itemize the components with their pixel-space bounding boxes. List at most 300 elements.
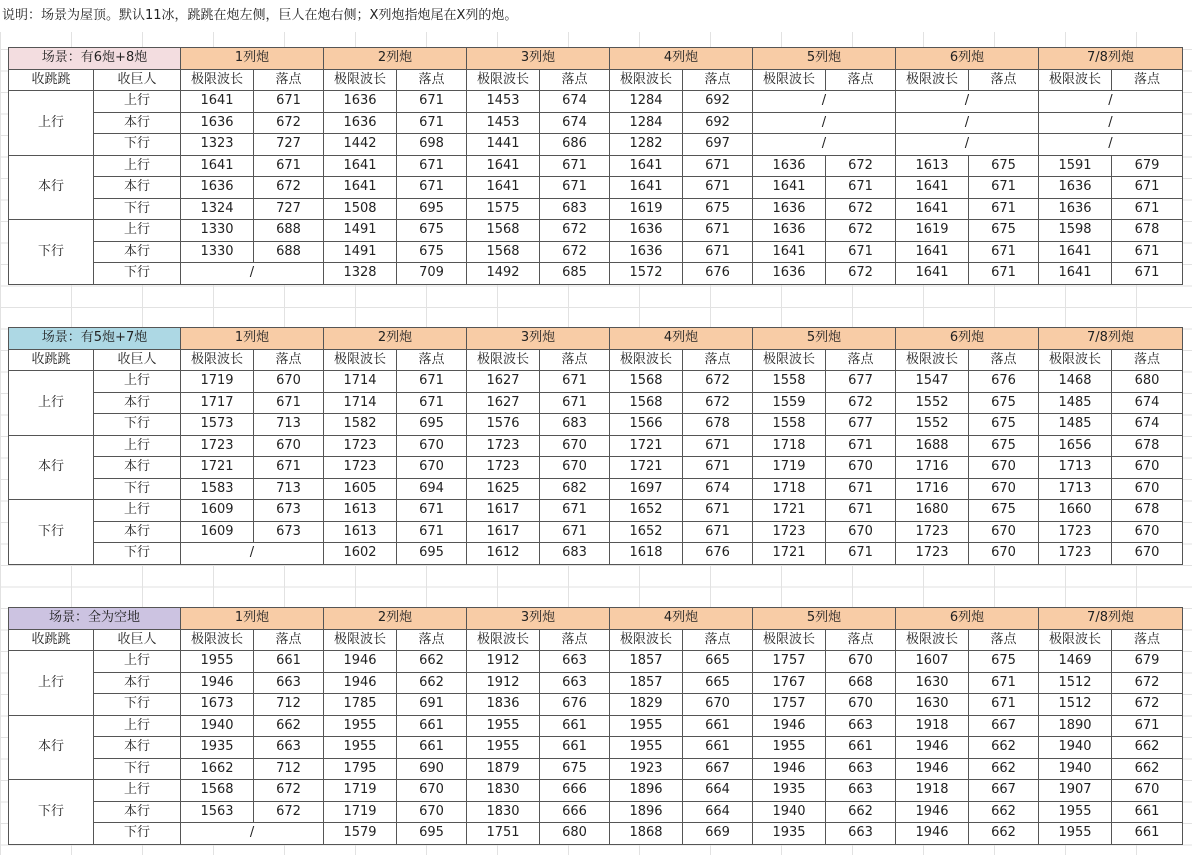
wave-length-cell[interactable]: 1721 [610,435,683,457]
wave-length-cell[interactable]: 1946 [324,651,397,673]
landing-cell[interactable]: 663 [254,737,324,759]
giant-row-label-cell[interactable]: 上行 [94,500,181,522]
landing-cell[interactable]: 670 [969,457,1039,479]
landing-cell[interactable]: 671 [540,177,610,199]
landing-cell[interactable]: 662 [826,801,896,823]
wave-length-cell[interactable]: 1559 [753,392,826,414]
landing-cell[interactable]: 661 [826,737,896,759]
wave-length-cell[interactable]: 1955 [1039,823,1112,845]
landing-cell[interactable]: 670 [397,780,467,802]
wave-length-cell[interactable]: 1714 [324,371,397,393]
landing-cell[interactable]: 675 [683,198,753,220]
landing-cell[interactable]: 670 [1112,457,1183,479]
wave-length-cell[interactable]: 1627 [467,371,540,393]
giant-row-label-cell[interactable]: 本行 [94,392,181,414]
landing-cell[interactable]: 671 [254,457,324,479]
wave-length-cell[interactable]: 1568 [467,241,540,263]
landing-cell[interactable]: 672 [826,198,896,220]
wave-length-cell[interactable]: 1641 [467,155,540,177]
landing-cell[interactable]: 683 [540,414,610,436]
wave-length-cell[interactable]: 1717 [181,392,254,414]
landing-header-cell[interactable]: 落点 [1112,69,1183,91]
landing-cell[interactable]: 670 [1112,521,1183,543]
wave-length-cell[interactable]: 1552 [896,414,969,436]
wave-length-cell[interactable]: 1935 [753,780,826,802]
wave-length-cell[interactable]: 1636 [324,112,397,134]
wave-length-header-cell[interactable]: 极限波长 [1039,629,1112,651]
landing-cell[interactable]: 712 [254,694,324,716]
landing-cell[interactable]: 698 [397,134,467,156]
jump-zombie-header-cell[interactable]: 收跳跳 [9,629,94,651]
landing-cell[interactable]: 661 [254,651,324,673]
landing-cell[interactable]: 678 [1112,435,1183,457]
landing-cell[interactable]: 669 [683,823,753,845]
landing-header-cell[interactable]: 落点 [1112,629,1183,651]
wave-length-cell[interactable]: 1955 [467,715,540,737]
wave-length-cell[interactable]: 1330 [181,241,254,263]
landing-cell[interactable]: 671 [254,91,324,113]
giant-row-label-cell[interactable]: 上行 [94,220,181,242]
landing-header-cell[interactable]: 落点 [826,629,896,651]
wave-length-cell[interactable]: 1641 [896,177,969,199]
giant-row-label-cell[interactable]: 上行 [94,371,181,393]
landing-cell[interactable]: 671 [683,177,753,199]
wave-length-cell[interactable]: 1641 [181,155,254,177]
landing-cell[interactable]: 670 [1112,780,1183,802]
wave-length-header-cell[interactable]: 极限波长 [1039,349,1112,371]
jump-row-group-cell[interactable]: 本行 [9,435,94,500]
cannon-column-header[interactable]: 6列炮 [896,608,1039,630]
giant-row-label-cell[interactable]: 下行 [94,823,181,845]
wave-length-cell[interactable]: 1660 [1039,500,1112,522]
landing-cell[interactable]: 670 [969,521,1039,543]
landing-cell[interactable]: 688 [254,220,324,242]
landing-cell[interactable]: 671 [397,177,467,199]
not-applicable-cell[interactable]: / [1039,134,1183,156]
landing-cell[interactable]: 670 [397,435,467,457]
landing-cell[interactable]: 697 [683,134,753,156]
wave-length-cell[interactable]: 1940 [181,715,254,737]
landing-cell[interactable]: 661 [1112,823,1183,845]
landing-cell[interactable]: 713 [254,414,324,436]
cannon-column-header[interactable]: 3列炮 [467,608,610,630]
cannon-column-header[interactable]: 1列炮 [181,328,324,350]
wave-length-cell[interactable]: 1721 [753,543,826,565]
wave-length-cell[interactable]: 1641 [896,263,969,285]
landing-cell[interactable]: 672 [254,177,324,199]
cannon-column-header[interactable]: 2列炮 [324,48,467,70]
not-applicable-cell[interactable]: / [753,112,896,134]
landing-cell[interactable]: 670 [1112,543,1183,565]
wave-length-header-cell[interactable]: 极限波长 [896,349,969,371]
wave-length-cell[interactable]: 1641 [324,177,397,199]
wave-length-cell[interactable]: 1641 [610,177,683,199]
wave-length-cell[interactable]: 1284 [610,91,683,113]
wave-length-header-cell[interactable]: 极限波长 [324,349,397,371]
landing-cell[interactable]: 680 [540,823,610,845]
landing-cell[interactable]: 662 [969,801,1039,823]
wave-length-cell[interactable]: 1940 [1039,737,1112,759]
landing-cell[interactable]: 713 [254,478,324,500]
wave-length-cell[interactable]: 1579 [324,823,397,845]
landing-cell[interactable]: 674 [540,91,610,113]
giant-row-label-cell[interactable]: 下行 [94,263,181,285]
giant-row-label-cell[interactable]: 上行 [94,91,181,113]
wave-length-cell[interactable]: 1566 [610,414,683,436]
wave-length-cell[interactable]: 1673 [181,694,254,716]
wave-length-header-cell[interactable]: 极限波长 [610,629,683,651]
landing-cell[interactable]: 674 [1112,414,1183,436]
landing-cell[interactable]: 671 [683,241,753,263]
wave-length-cell[interactable]: 1719 [753,457,826,479]
wave-length-cell[interactable]: 1751 [467,823,540,845]
landing-cell[interactable]: 671 [683,220,753,242]
giant-row-label-cell[interactable]: 下行 [94,198,181,220]
landing-cell[interactable]: 662 [1112,758,1183,780]
landing-header-cell[interactable]: 落点 [683,69,753,91]
cannon-column-header[interactable]: 3列炮 [467,328,610,350]
landing-cell[interactable]: 671 [1112,177,1183,199]
landing-cell[interactable]: 692 [683,91,753,113]
landing-cell[interactable]: 670 [969,478,1039,500]
jump-row-group-cell[interactable]: 下行 [9,500,94,565]
wave-length-cell[interactable]: 1680 [896,500,969,522]
wave-length-cell[interactable]: 1613 [896,155,969,177]
wave-length-cell[interactable]: 1618 [610,543,683,565]
wave-length-cell[interactable]: 1323 [181,134,254,156]
landing-cell[interactable]: 671 [397,155,467,177]
wave-length-cell[interactable]: 1641 [753,241,826,263]
landing-cell[interactable]: 661 [397,715,467,737]
landing-cell[interactable]: 663 [540,672,610,694]
wave-length-cell[interactable]: 1572 [610,263,683,285]
landing-cell[interactable]: 671 [1112,715,1183,737]
giant-row-label-cell[interactable]: 下行 [94,543,181,565]
landing-cell[interactable]: 685 [540,263,610,285]
wave-length-header-cell[interactable]: 极限波长 [610,69,683,91]
landing-cell[interactable]: 694 [397,478,467,500]
wave-length-cell[interactable]: 1946 [896,823,969,845]
landing-cell[interactable]: 675 [540,758,610,780]
wave-length-cell[interactable]: 1558 [753,414,826,436]
wave-length-cell[interactable]: 1641 [610,155,683,177]
wave-length-cell[interactable]: 1641 [896,198,969,220]
wave-length-cell[interactable]: 1721 [610,457,683,479]
landing-cell[interactable]: 671 [826,500,896,522]
landing-cell[interactable]: 672 [826,220,896,242]
landing-cell[interactable]: 662 [1112,737,1183,759]
landing-cell[interactable]: 675 [969,500,1039,522]
wave-length-cell[interactable]: 1955 [324,737,397,759]
wave-length-cell[interactable]: 1946 [896,801,969,823]
landing-header-cell[interactable]: 落点 [969,69,1039,91]
giant-row-label-cell[interactable]: 本行 [94,801,181,823]
landing-cell[interactable]: 679 [1112,651,1183,673]
landing-cell[interactable]: 671 [826,478,896,500]
wave-length-cell[interactable]: 1912 [467,651,540,673]
wave-length-cell[interactable]: 1785 [324,694,397,716]
landing-cell[interactable]: 665 [683,651,753,673]
wave-length-cell[interactable]: 1918 [896,780,969,802]
wave-length-cell[interactable]: 1636 [753,220,826,242]
wave-length-cell[interactable]: 1946 [896,737,969,759]
wave-length-cell[interactable]: 1284 [610,112,683,134]
giant-header-cell[interactable]: 收巨人 [94,69,181,91]
landing-cell[interactable]: 663 [826,823,896,845]
wave-length-cell[interactable]: 1492 [467,263,540,285]
landing-cell[interactable]: 677 [826,414,896,436]
landing-cell[interactable]: 671 [540,521,610,543]
cannon-column-header[interactable]: 6列炮 [896,328,1039,350]
jump-row-group-cell[interactable]: 本行 [9,715,94,780]
landing-cell[interactable]: 671 [540,371,610,393]
cannon-column-header[interactable]: 1列炮 [181,608,324,630]
landing-cell[interactable]: 727 [254,198,324,220]
landing-cell[interactable]: 670 [540,435,610,457]
wave-length-cell[interactable]: 1723 [324,435,397,457]
wave-length-cell[interactable]: 1636 [753,198,826,220]
giant-row-label-cell[interactable]: 本行 [94,521,181,543]
landing-cell[interactable]: 667 [969,780,1039,802]
wave-length-cell[interactable]: 1714 [324,392,397,414]
landing-cell[interactable]: 661 [397,737,467,759]
wave-length-cell[interactable]: 1324 [181,198,254,220]
wave-length-cell[interactable]: 1619 [610,198,683,220]
wave-length-cell[interactable]: 1575 [467,198,540,220]
landing-header-cell[interactable]: 落点 [969,349,1039,371]
landing-header-cell[interactable]: 落点 [826,349,896,371]
landing-header-cell[interactable]: 落点 [540,349,610,371]
wave-length-cell[interactable]: 1512 [1039,694,1112,716]
landing-cell[interactable]: 678 [1112,500,1183,522]
landing-cell[interactable]: 709 [397,263,467,285]
landing-header-cell[interactable]: 落点 [254,69,324,91]
landing-cell[interactable]: 675 [969,220,1039,242]
landing-cell[interactable]: 671 [969,241,1039,263]
wave-length-cell[interactable]: 1955 [1039,801,1112,823]
not-applicable-cell[interactable]: / [896,134,1039,156]
wave-length-cell[interactable]: 1609 [181,521,254,543]
landing-cell[interactable]: 695 [397,543,467,565]
wave-length-cell[interactable]: 1652 [610,521,683,543]
wave-length-cell[interactable]: 1453 [467,91,540,113]
jump-row-group-cell[interactable]: 上行 [9,91,94,156]
landing-cell[interactable]: 692 [683,112,753,134]
not-applicable-cell[interactable]: / [1039,91,1183,113]
landing-cell[interactable]: 670 [826,457,896,479]
wave-length-cell[interactable]: 1330 [181,220,254,242]
landing-cell[interactable]: 671 [397,112,467,134]
wave-length-cell[interactable]: 1328 [324,263,397,285]
wave-length-cell[interactable]: 1857 [610,651,683,673]
landing-cell[interactable]: 671 [683,155,753,177]
landing-header-cell[interactable]: 落点 [683,349,753,371]
wave-length-cell[interactable]: 1955 [324,715,397,737]
wave-length-cell[interactable]: 1636 [610,241,683,263]
wave-length-cell[interactable]: 1890 [1039,715,1112,737]
wave-length-cell[interactable]: 1641 [896,241,969,263]
landing-cell[interactable]: 667 [969,715,1039,737]
wave-length-cell[interactable]: 1879 [467,758,540,780]
landing-cell[interactable]: 662 [254,715,324,737]
landing-cell[interactable]: 671 [1112,263,1183,285]
landing-cell[interactable]: 672 [826,392,896,414]
landing-cell[interactable]: 676 [683,543,753,565]
landing-cell[interactable]: 672 [540,220,610,242]
wave-length-cell[interactable]: 1641 [467,177,540,199]
wave-length-cell[interactable]: 1719 [181,371,254,393]
wave-length-cell[interactable]: 1641 [1039,263,1112,285]
wave-length-cell[interactable]: 1641 [181,91,254,113]
landing-cell[interactable]: 664 [683,780,753,802]
wave-length-cell[interactable]: 1636 [753,155,826,177]
landing-cell[interactable]: 671 [1112,198,1183,220]
landing-cell[interactable]: 663 [826,715,896,737]
wave-length-cell[interactable]: 1605 [324,478,397,500]
landing-cell[interactable]: 670 [826,651,896,673]
wave-length-header-cell[interactable]: 极限波长 [181,349,254,371]
landing-cell[interactable]: 671 [397,392,467,414]
wave-length-cell[interactable]: 1641 [324,155,397,177]
landing-header-cell[interactable]: 落点 [397,349,467,371]
landing-cell[interactable]: 670 [826,521,896,543]
wave-length-cell[interactable]: 1547 [896,371,969,393]
wave-length-cell[interactable]: 1713 [1039,457,1112,479]
wave-length-cell[interactable]: 1830 [467,780,540,802]
wave-length-cell[interactable]: 1721 [181,457,254,479]
landing-header-cell[interactable]: 落点 [683,629,753,651]
wave-length-cell[interactable]: 1282 [610,134,683,156]
wave-length-cell[interactable]: 1583 [181,478,254,500]
landing-cell[interactable]: 672 [1112,694,1183,716]
landing-cell[interactable]: 670 [254,435,324,457]
giant-row-label-cell[interactable]: 本行 [94,737,181,759]
landing-cell[interactable]: 695 [397,414,467,436]
not-applicable-cell[interactable]: / [181,263,324,285]
wave-length-cell[interactable]: 1857 [610,672,683,694]
wave-length-cell[interactable]: 1718 [753,478,826,500]
landing-cell[interactable]: 671 [397,500,467,522]
wave-length-cell[interactable]: 1946 [896,758,969,780]
landing-header-cell[interactable]: 落点 [826,69,896,91]
landing-cell[interactable]: 671 [683,500,753,522]
wave-length-cell[interactable]: 1485 [1039,392,1112,414]
landing-cell[interactable]: 671 [254,392,324,414]
wave-length-cell[interactable]: 1552 [896,392,969,414]
wave-length-cell[interactable]: 1563 [181,801,254,823]
landing-cell[interactable]: 670 [826,694,896,716]
cannon-column-header[interactable]: 5列炮 [753,328,896,350]
wave-length-cell[interactable]: 1609 [181,500,254,522]
landing-cell[interactable]: 676 [540,694,610,716]
wave-length-cell[interactable]: 1713 [1039,478,1112,500]
landing-cell[interactable]: 661 [540,715,610,737]
scene-title-cell[interactable]: 场景：有5炮+7炮 [9,328,181,350]
landing-cell[interactable]: 673 [254,500,324,522]
wave-length-cell[interactable]: 1868 [610,823,683,845]
wave-length-cell[interactable]: 1719 [324,801,397,823]
landing-cell[interactable]: 674 [683,478,753,500]
landing-cell[interactable]: 666 [540,801,610,823]
wave-length-header-cell[interactable]: 极限波长 [896,69,969,91]
landing-cell[interactable]: 683 [540,543,610,565]
landing-cell[interactable]: 680 [1112,371,1183,393]
jump-zombie-header-cell[interactable]: 收跳跳 [9,349,94,371]
landing-cell[interactable]: 661 [683,737,753,759]
landing-cell[interactable]: 670 [683,694,753,716]
wave-length-cell[interactable]: 1829 [610,694,683,716]
cannon-column-header[interactable]: 4列炮 [610,608,753,630]
landing-cell[interactable]: 675 [969,392,1039,414]
wave-length-cell[interactable]: 1830 [467,801,540,823]
wave-length-cell[interactable]: 1723 [467,457,540,479]
landing-cell[interactable]: 671 [826,435,896,457]
not-applicable-cell[interactable]: / [1039,112,1183,134]
landing-cell[interactable]: 671 [1112,241,1183,263]
landing-cell[interactable]: 663 [254,672,324,694]
wave-length-cell[interactable]: 1442 [324,134,397,156]
landing-cell[interactable]: 675 [969,155,1039,177]
landing-cell[interactable]: 671 [540,155,610,177]
wave-length-cell[interactable]: 1723 [896,521,969,543]
landing-cell[interactable]: 678 [1112,220,1183,242]
landing-cell[interactable]: 679 [1112,155,1183,177]
landing-cell[interactable]: 686 [540,134,610,156]
wave-length-cell[interactable]: 1607 [896,651,969,673]
wave-length-cell[interactable]: 1836 [467,694,540,716]
wave-length-header-cell[interactable]: 极限波长 [753,69,826,91]
wave-length-header-cell[interactable]: 极限波长 [753,629,826,651]
scene-title-cell[interactable]: 场景：有6炮+8炮 [9,48,181,70]
giant-row-label-cell[interactable]: 上行 [94,780,181,802]
wave-length-cell[interactable]: 1923 [610,758,683,780]
giant-row-label-cell[interactable]: 本行 [94,241,181,263]
not-applicable-cell[interactable]: / [896,112,1039,134]
wave-length-cell[interactable]: 1613 [324,500,397,522]
landing-cell[interactable]: 671 [969,263,1039,285]
wave-length-cell[interactable]: 1757 [753,651,826,673]
wave-length-cell[interactable]: 1558 [753,371,826,393]
wave-length-cell[interactable]: 1576 [467,414,540,436]
landing-cell[interactable]: 670 [540,457,610,479]
landing-cell[interactable]: 695 [397,823,467,845]
wave-length-cell[interactable]: 1719 [324,780,397,802]
landing-cell[interactable]: 672 [826,263,896,285]
landing-cell[interactable]: 671 [254,155,324,177]
landing-cell[interactable]: 670 [397,801,467,823]
giant-row-label-cell[interactable]: 上行 [94,155,181,177]
wave-length-cell[interactable]: 1625 [467,478,540,500]
landing-cell[interactable]: 712 [254,758,324,780]
landing-cell[interactable]: 671 [969,198,1039,220]
jump-row-group-cell[interactable]: 下行 [9,780,94,845]
landing-cell[interactable]: 676 [683,263,753,285]
wave-length-cell[interactable]: 1573 [181,414,254,436]
wave-length-cell[interactable]: 1508 [324,198,397,220]
landing-cell[interactable]: 670 [397,457,467,479]
cannon-column-header[interactable]: 1列炮 [181,48,324,70]
giant-row-label-cell[interactable]: 下行 [94,694,181,716]
wave-length-header-cell[interactable]: 极限波长 [467,349,540,371]
landing-header-cell[interactable]: 落点 [969,629,1039,651]
landing-cell[interactable]: 662 [397,672,467,694]
wave-length-header-cell[interactable]: 极限波长 [181,69,254,91]
landing-cell[interactable]: 661 [683,715,753,737]
wave-length-cell[interactable]: 1662 [181,758,254,780]
landing-header-cell[interactable]: 落点 [397,69,467,91]
wave-length-cell[interactable]: 1602 [324,543,397,565]
wave-length-cell[interactable]: 1723 [896,543,969,565]
